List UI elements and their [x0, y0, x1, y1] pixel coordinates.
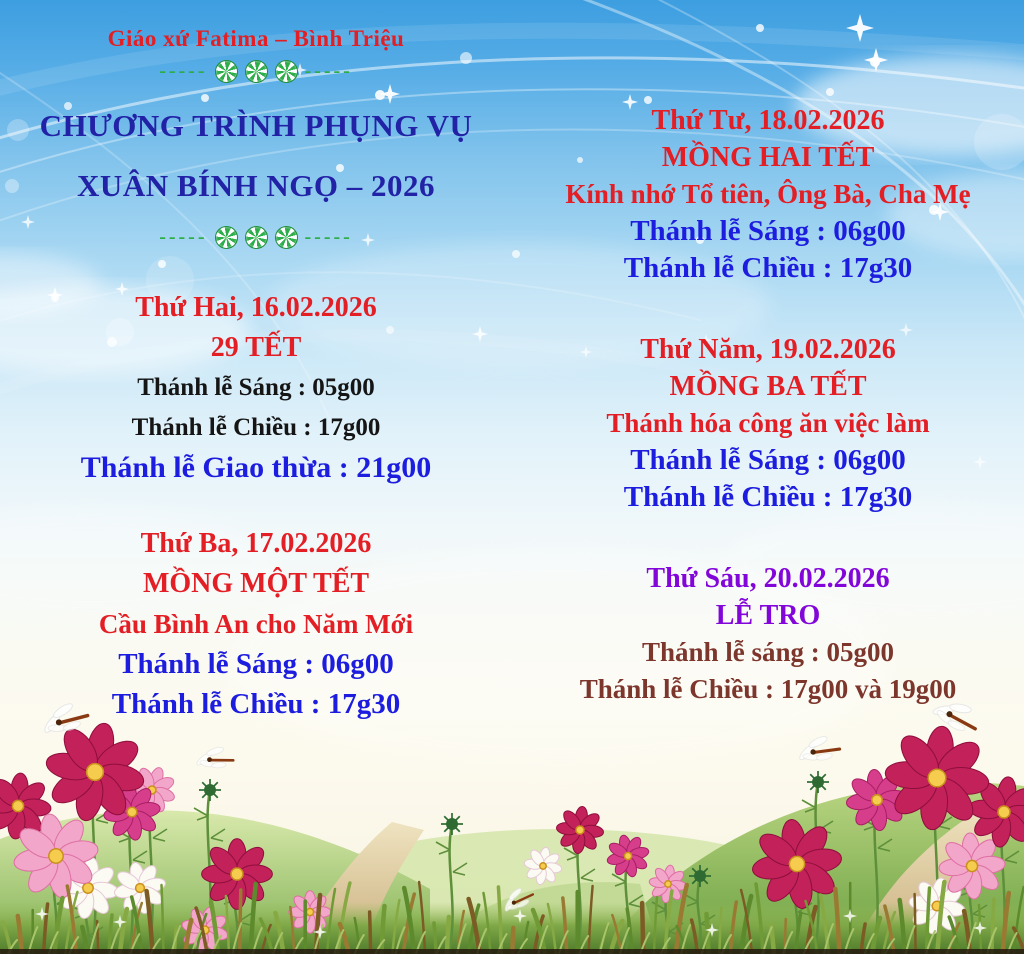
schedule-line: MỒNG MỘT TẾT — [142, 568, 370, 599]
pinwheel-icon — [275, 60, 298, 83]
pinwheel-icon — [245, 226, 268, 249]
schedule-column-left — [0, 288, 512, 724]
schedule-line: Thánh lễ Chiều : 17g00 và 19g00 — [579, 674, 957, 704]
schedule-line: MỒNG HAI TẾT — [661, 142, 875, 173]
schedule-line: Thánh lễ Chiều : 17g00 — [131, 414, 381, 441]
schedule-line: Thánh lễ Sáng : 06g00 — [630, 215, 906, 247]
event-block — [0, 524, 512, 724]
divider-dashes: ----- — [304, 226, 353, 248]
schedule-line: Thánh lễ Sáng : 06g00 — [630, 444, 906, 476]
schedule-line: Thánh lễ Chiều : 17g30 — [623, 252, 913, 284]
event-block — [512, 560, 1024, 708]
schedule-line: Thánh lễ Sáng : 05g00 — [137, 374, 375, 401]
divider-dashes: ----- — [304, 60, 353, 82]
pinwheel-icon — [275, 226, 298, 249]
schedule-line: Thứ Hai, 16.02.2026 — [135, 292, 377, 323]
schedule-line: Thứ Tư, 18.02.2026 — [651, 105, 885, 136]
schedule-line: Thánh hóa công ăn việc làm — [606, 408, 930, 438]
pinwheel-icon — [215, 60, 238, 83]
event-block — [512, 331, 1024, 516]
schedule-line: Thánh lễ Giao thừa : 21g00 — [80, 451, 432, 484]
pinwheel-icon — [215, 226, 238, 249]
poster-title-line1: CHƯƠNG TRÌNH PHỤNG VỤ — [39, 108, 473, 143]
schedule-line: LỄ TRO — [715, 600, 821, 631]
divider-dashes: ----- — [159, 226, 208, 248]
schedule-line: Thứ Sáu, 20.02.2026 — [646, 563, 890, 594]
decor-divider-bottom — [0, 226, 512, 249]
schedule-line: MỒNG BA TẾT — [669, 371, 867, 402]
event-block — [512, 102, 1024, 287]
schedule-line: Thánh lễ Chiều : 17g30 — [623, 481, 913, 513]
event-block — [0, 288, 512, 488]
schedule-line: Thánh lễ Sáng : 06g00 — [118, 648, 394, 680]
schedule-line: Thánh lễ Chiều : 17g30 — [111, 688, 401, 720]
pinwheel-icon — [245, 60, 268, 83]
schedule-line: Thứ Ba, 17.02.2026 — [140, 528, 372, 559]
schedule-line: Thứ Năm, 19.02.2026 — [640, 334, 896, 365]
schedule-line: Kính nhớ Tổ tiên, Ông Bà, Cha Mẹ — [565, 179, 971, 209]
schedule-line: Thánh lễ sáng : 05g00 — [641, 637, 895, 667]
schedule-line: 29 TẾT — [210, 332, 302, 363]
decor-divider-top — [0, 60, 512, 83]
parish-name: Giáo xứ Fatima – Bình Triệu — [107, 26, 405, 51]
schedule-column-right — [512, 102, 1024, 708]
poster-title-line2: XUÂN BÍNH NGỌ – 2026 — [77, 168, 435, 203]
schedule-line: Cầu Bình An cho Năm Mới — [98, 609, 414, 639]
divider-dashes: ----- — [159, 60, 208, 82]
